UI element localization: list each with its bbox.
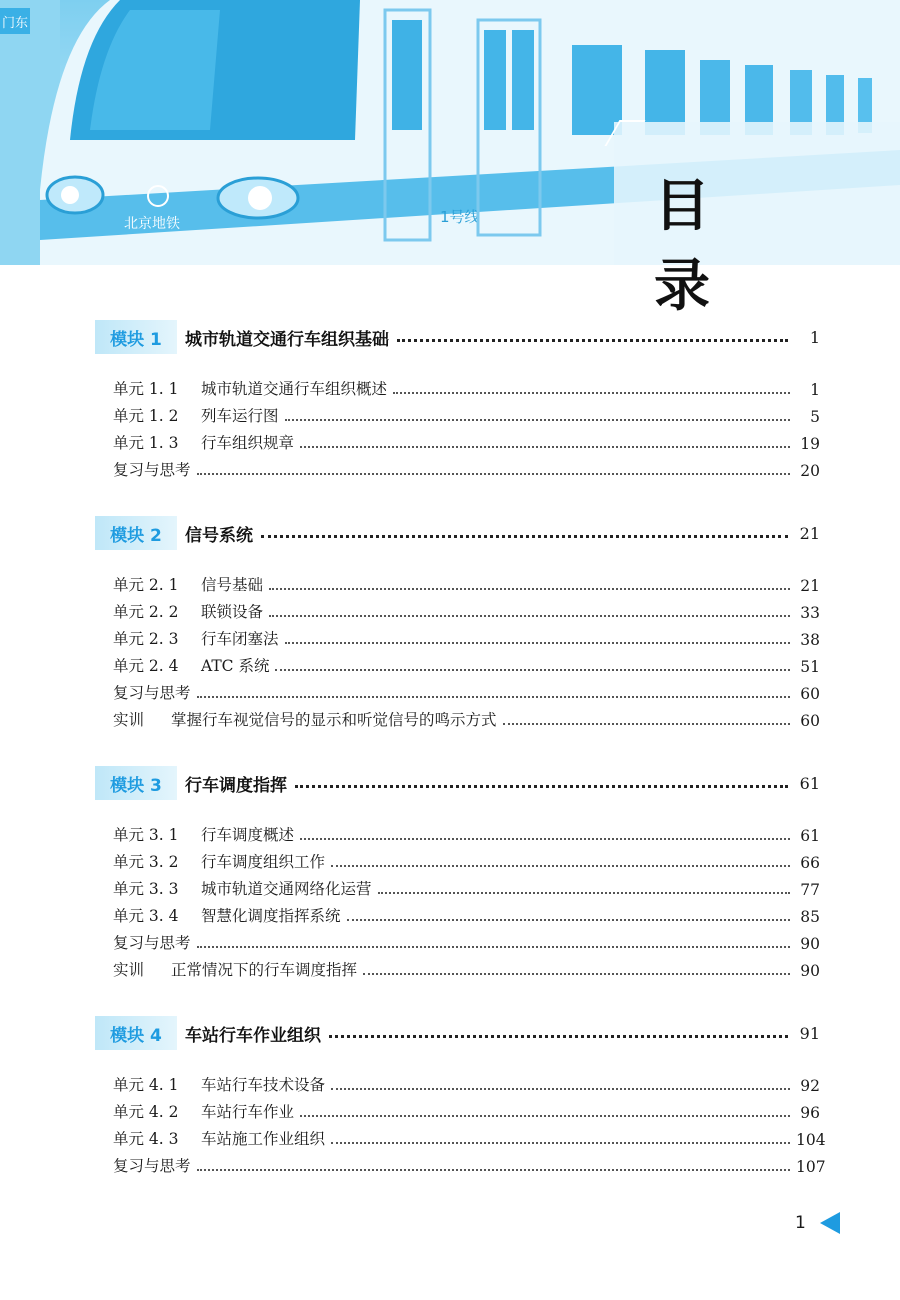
entry-page-number: 60 [800, 685, 820, 703]
entry-page-number: 1 [810, 381, 820, 399]
toc-entry[interactable] [113, 453, 820, 480]
module-page-number: 91 [799, 1023, 820, 1043]
toc-entry[interactable] [113, 703, 820, 730]
entry-number: 单元 1. 1 [113, 380, 179, 398]
entry-title: 列车运行图 [201, 407, 279, 425]
entry-list [95, 1068, 826, 1176]
toc-entry[interactable] [113, 845, 820, 872]
dot-leader [503, 723, 790, 725]
entry-page-number: 5 [810, 408, 820, 426]
entry-number: 单元 1. 2 [113, 407, 179, 425]
dot-leader [285, 642, 790, 644]
dot-leader [393, 392, 790, 394]
dot-leader [197, 1169, 790, 1171]
entry-page-number: 107 [796, 1158, 826, 1176]
module-page-number: 61 [799, 773, 820, 793]
entry-title: 掌握行车视觉信号的显示和听觉信号的鸣示方式 [171, 711, 497, 729]
dot-leader [397, 332, 788, 342]
entry-page-number: 21 [800, 577, 820, 595]
entry-number: 实训 [113, 711, 145, 729]
module-title: 信号系统 [185, 525, 253, 546]
entry-list [95, 818, 820, 980]
toc-entry[interactable] [113, 676, 820, 703]
entry-page-number: 77 [800, 881, 820, 899]
entry-page-number: 92 [800, 1077, 820, 1095]
train-logo-text: 北京地铁 [124, 216, 180, 232]
module-title: 车站行车作业组织 [185, 1025, 321, 1046]
entry-title: 行车调度组织工作 [201, 853, 326, 871]
toc-entry[interactable] [113, 872, 820, 899]
dot-leader [300, 446, 790, 448]
toc-entry[interactable] [113, 399, 820, 426]
module-3 [95, 764, 820, 1014]
dot-leader [363, 973, 790, 975]
dot-leader [331, 1142, 790, 1144]
dot-leader [295, 778, 788, 788]
entry-title: 联锁设备 [201, 603, 264, 621]
entry-number: 单元 2. 1 [113, 576, 179, 594]
toc-entry[interactable] [113, 1122, 826, 1149]
entry-page-number: 38 [800, 631, 820, 649]
module-title: 行车调度指挥 [185, 775, 287, 796]
toc-entry[interactable] [113, 372, 820, 399]
toc-entry[interactable] [113, 1068, 820, 1095]
entry-page-number: 20 [800, 462, 820, 480]
entry-page-number: 60 [800, 712, 820, 730]
entry-number: 实训 [113, 961, 145, 979]
module-page-number: 1 [809, 327, 820, 347]
module-heading[interactable] [95, 764, 820, 802]
entry-title: 复习与思考 [113, 684, 191, 702]
dot-leader [197, 946, 790, 948]
triangle-arrow-icon [820, 1212, 840, 1234]
entry-number: 单元 4. 2 [113, 1103, 179, 1121]
entry-title: 行车调度概述 [201, 826, 295, 844]
toc-entry[interactable] [113, 926, 820, 953]
entry-title: 智慧化调度指挥系统 [201, 907, 341, 925]
dot-leader [261, 528, 788, 538]
entry-title: 信号基础 [201, 576, 264, 594]
entry-page-number: 90 [800, 962, 820, 980]
entry-page-number: 90 [800, 935, 820, 953]
entry-page-number: 19 [800, 435, 820, 453]
dot-leader [329, 1028, 788, 1038]
entry-number: 单元 3. 4 [113, 907, 179, 925]
dot-leader [197, 473, 790, 475]
entry-number: 单元 3. 1 [113, 826, 179, 844]
toc-entry[interactable] [113, 1149, 826, 1176]
entry-page-number: 104 [796, 1131, 826, 1149]
module-tag: 模块 1 [95, 320, 177, 354]
dot-leader [300, 1115, 790, 1117]
entry-title: 车站行车作业 [201, 1103, 295, 1121]
entry-number: 单元 4. 1 [113, 1076, 179, 1094]
page-title: 目录 [654, 173, 762, 319]
module-heading[interactable] [95, 514, 820, 552]
entry-list [95, 372, 820, 480]
dot-leader [275, 669, 790, 671]
train-line-text: 1号线 [440, 208, 480, 226]
entry-title: ATC 系统 [201, 657, 270, 675]
entry-title: 行车组织规章 [201, 434, 295, 452]
module-tag: 模块 2 [95, 516, 177, 550]
entry-title: 复习与思考 [113, 461, 191, 479]
module-tag: 模块 3 [95, 766, 177, 800]
dot-leader [197, 696, 790, 698]
table-of-contents [95, 318, 826, 1210]
station-sign: 门东 [2, 16, 29, 31]
entry-title: 车站施工作业组织 [201, 1130, 326, 1148]
entry-number: 单元 3. 3 [113, 880, 179, 898]
module-1 [95, 318, 820, 514]
entry-number: 单元 1. 3 [113, 434, 179, 452]
module-title: 城市轨道交通行车组织基础 [185, 329, 389, 350]
toc-entry[interactable] [113, 595, 820, 622]
module-4 [95, 1014, 826, 1210]
module-heading[interactable] [95, 318, 820, 356]
entry-page-number: 33 [800, 604, 820, 622]
toc-entry[interactable] [113, 899, 820, 926]
toc-entry[interactable] [113, 818, 820, 845]
toc-entry[interactable] [113, 622, 820, 649]
dot-leader [269, 588, 790, 590]
entry-page-number: 96 [800, 1104, 820, 1122]
entry-page-number: 61 [800, 827, 820, 845]
title-box [614, 122, 900, 319]
entry-title: 城市轨道交通行车组织概述 [201, 380, 388, 398]
module-2 [95, 514, 820, 764]
entry-number: 单元 3. 2 [113, 853, 179, 871]
entry-title: 城市轨道交通网络化运营 [201, 880, 372, 898]
toc-entry[interactable] [113, 953, 820, 980]
entry-number: 单元 4. 3 [113, 1130, 179, 1148]
entry-title: 复习与思考 [113, 1157, 191, 1175]
entry-title: 正常情况下的行车调度指挥 [171, 961, 358, 979]
entry-page-number: 66 [800, 854, 820, 872]
dot-leader [285, 419, 790, 421]
dot-leader [331, 865, 790, 867]
entry-title: 车站行车技术设备 [201, 1076, 326, 1094]
dot-leader [331, 1088, 790, 1090]
page-number: 1 [795, 1213, 806, 1233]
dot-leader [347, 919, 790, 921]
module-page-number: 21 [799, 523, 820, 543]
entry-list [95, 568, 820, 730]
entry-title: 行车闭塞法 [201, 630, 279, 648]
entry-number: 单元 2. 2 [113, 603, 179, 621]
toc-entry[interactable] [113, 426, 820, 453]
dot-leader [269, 615, 790, 617]
toc-entry[interactable] [113, 1095, 820, 1122]
toc-entry[interactable] [113, 568, 820, 595]
entry-number: 单元 2. 4 [113, 657, 179, 675]
module-heading[interactable] [95, 1014, 820, 1052]
module-tag: 模块 4 [95, 1016, 177, 1050]
dot-leader [300, 838, 790, 840]
entry-page-number: 51 [800, 658, 820, 676]
entry-page-number: 85 [800, 908, 820, 926]
entry-title: 复习与思考 [113, 934, 191, 952]
dot-leader [378, 892, 790, 894]
toc-entry[interactable] [113, 649, 820, 676]
header-banner [0, 0, 900, 319]
entry-number: 单元 2. 3 [113, 630, 179, 648]
